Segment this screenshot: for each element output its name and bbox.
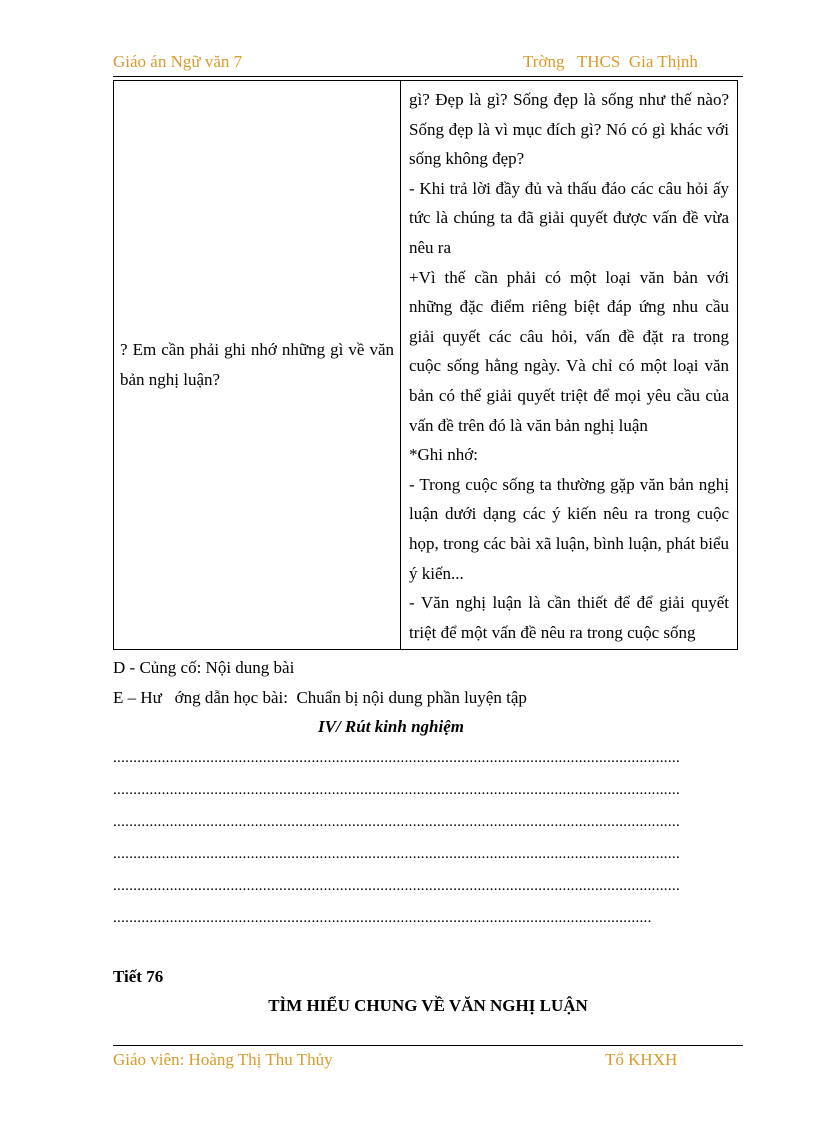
- answer-paragraph: - Văn nghị luận là cần thiết để để giải quyết triệt để một vấn đề nêu ra trong cuộc sống: [409, 593, 729, 642]
- answer-paragraph: - Khi trả lời đầy đủ và thấu đáo các câu hỏi ấy tức là chúng ta đã giải quyết được vấn đề vừa nêu ra: [409, 178, 729, 257]
- dotted-line: ............................................................................................................................................: [113, 750, 680, 766]
- answer-paragraph: - Trong cuộc sống ta thường gặp văn bản nghị luận dưới dạng các ý kiến nêu ra trong cuộc họp, trong các bài xã luận, bình luận, phát biểu ý kiến...: [409, 474, 729, 583]
- answer-paragraph: *Ghi nhớ:: [409, 445, 478, 465]
- dotted-line: ............................................................................................................................................: [113, 846, 680, 862]
- dotted-line: ............................................................................................................................................: [113, 782, 680, 798]
- footer-teacher: Giáo viên: Hoàng Thị Thu Thủy: [113, 1050, 333, 1069]
- answer-paragraph: +Vì thế cần phải có một loại văn bản với những đặc điểm riêng biệt đáp ứng nhu cầu giải quyết các câu hỏi, vấn đề đặt ra trong cuộc sống hằng ngày. Và chỉ có một loại văn bản có thể giải quyết triệt để mọi yêu cầu của vấn đề trên đó là văn bản nghị luận: [409, 267, 729, 435]
- section-title: IV/ Rút kinh nghiệm: [318, 717, 464, 736]
- lesson-title: TÌM HIỂU CHUNG VỀ VĂN NGHỊ LUẬN: [268, 996, 588, 1015]
- guidance-line: E – Hư ớng dẫn học bài: Chuẩn bị nội dung phần luyện tập: [113, 688, 527, 707]
- answer-paragraph: gì? Đẹp là gì? Sống đẹp là sống như thế nào? Sống đẹp là vì mục đích gì? Nó có gì khác với sống không đẹp?: [409, 90, 729, 169]
- dotted-line: ............................................................................................................................................: [113, 878, 680, 894]
- consolidation-line: D - Củng cố: Nội dung bài: [113, 658, 295, 677]
- table-row: [114, 81, 738, 650]
- dotted-line: .....................................................................................................................................: [113, 910, 652, 926]
- lesson-number: Tiết 76: [113, 967, 164, 986]
- question-text: ? Em cần phải ghi nhớ những gì về văn bản nghị luận?: [120, 340, 394, 389]
- answer-cell: [401, 81, 738, 650]
- dotted-line: ............................................................................................................................................: [113, 814, 680, 830]
- page-header: [113, 52, 743, 77]
- lesson-table: [113, 80, 738, 650]
- question-cell: [114, 81, 401, 650]
- page-footer: [113, 1045, 743, 1076]
- header-subject: Giáo án Ngữ văn 7: [113, 52, 243, 71]
- footer-department: Tổ KHXH: [605, 1050, 678, 1069]
- header-school: Trờng THCS Gia Thịnh: [523, 52, 698, 71]
